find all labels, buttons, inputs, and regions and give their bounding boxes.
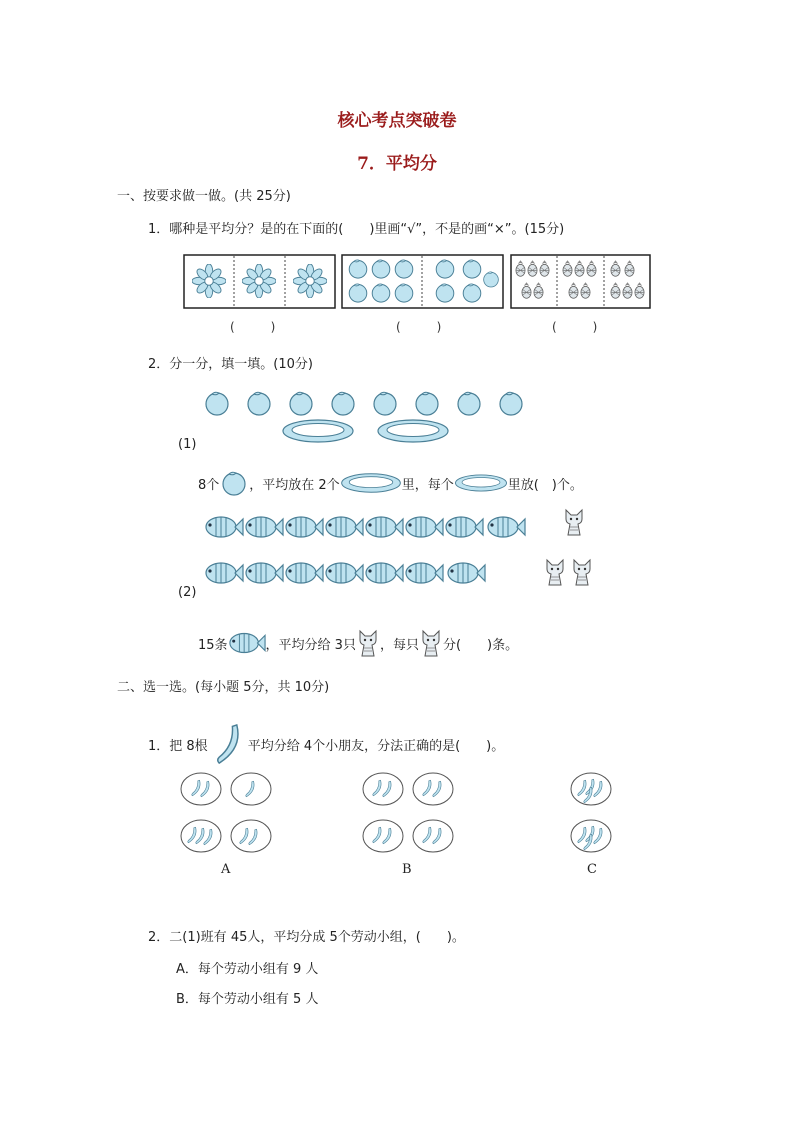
option-a-label[interactable]: A [221, 862, 231, 877]
fish-icon [448, 563, 485, 583]
q1-pineapple-box [510, 254, 651, 309]
plates-row [281, 418, 451, 446]
fish-icon [206, 517, 243, 537]
fish-row-1 [204, 514, 534, 540]
fish-icon [366, 563, 403, 583]
plate-icon [340, 471, 402, 495]
q1-answer-b[interactable]: ( ) [396, 320, 442, 334]
section2-q2-option-b[interactable]: B．每个劳动小组有 5 人 [176, 992, 319, 1007]
plate-icon [283, 420, 353, 442]
orange-icon [219, 470, 249, 496]
cat-icon [419, 628, 443, 658]
fish-icon [228, 630, 266, 656]
fish-icon [406, 517, 443, 537]
fish-icon [286, 517, 323, 537]
fish-icon [286, 563, 323, 583]
fish-icon [446, 517, 483, 537]
section2-q2-text: 2．二(1)班有 45人，平均分成 5个劳动小组，( )。 [148, 930, 465, 945]
q2p2-seg2: ，平均分给 3只 [265, 637, 356, 653]
option-b-plates [362, 772, 454, 854]
q2-part2-label: (2) [178, 585, 197, 600]
section2-q2-option-a[interactable]: A．每个劳动小组有 9 人 [176, 962, 319, 977]
orange-icon [206, 392, 228, 415]
q2p1-seg1: 8个 [198, 477, 220, 493]
orange-icon [290, 392, 312, 415]
page-title: 核心考点突破卷 [337, 111, 457, 131]
fish-icon [206, 563, 243, 583]
option-c-plates [570, 772, 614, 854]
s2q1-seg2[interactable]: 平均分给 4个小朋友，分法正确的是( )。 [247, 738, 505, 754]
page-subtitle: 7．平均分 [357, 154, 437, 174]
option-a-plates [180, 772, 272, 854]
fish-icon [406, 563, 443, 583]
fish-icon [246, 517, 283, 537]
q2p1-seg4[interactable]: 里放( )个。 [507, 477, 583, 493]
plate-icon [454, 472, 508, 494]
q1-answer-c[interactable]: ( ) [552, 320, 598, 334]
cat-icon [543, 557, 567, 587]
q2p2-seg4[interactable]: 分( )条。 [442, 637, 519, 653]
oranges-row [202, 390, 532, 416]
orange-icon [332, 392, 354, 415]
fish-icon [366, 517, 403, 537]
section1-q2-text: 2．分一分，填一填。(10分) [148, 357, 313, 372]
q2-part1-sentence [198, 470, 583, 496]
option-b-label[interactable]: B [402, 862, 412, 877]
q1-orange-box [341, 254, 504, 309]
q2p1-seg2: ，平均放在 2个 [249, 477, 340, 493]
orange-icon [248, 392, 270, 415]
fish-icon [326, 563, 363, 583]
q2-part1-label: (1) [178, 437, 197, 452]
q1-answer-a[interactable]: ( ) [230, 320, 276, 334]
q2p2-seg1: 15条 [198, 637, 228, 653]
fish-icon [488, 517, 525, 537]
flower-icon [293, 264, 327, 298]
option-c-label[interactable]: C [587, 862, 597, 877]
orange-icon [416, 392, 438, 415]
flower-icon [192, 264, 226, 298]
cat-icon [356, 628, 380, 658]
s2q1-seg1: 1．把 8根 [148, 738, 208, 754]
fish-row-2 [204, 560, 494, 586]
fish-icon [246, 563, 283, 583]
section2-heading: 二、选一选。(每小题 5分，共 10分) [117, 680, 330, 695]
q2p2-seg3: ，每只 [379, 637, 419, 653]
section1-heading: 一、按要求做一做。(共 25分) [117, 189, 291, 204]
orange-icon [500, 392, 522, 415]
section2-q1-sentence [148, 722, 504, 766]
banana-icon [208, 722, 248, 766]
q2p1-seg3: 里，每个 [401, 477, 454, 493]
plate-icon [378, 420, 448, 442]
cat-icon [562, 507, 586, 537]
q1-flower-box [183, 254, 336, 309]
flower-icon [242, 264, 276, 298]
cat-icon [570, 557, 594, 587]
section1-q1-text: 1．哪种是平均分？是的在下面的( )里画“√”，不是的画“×”。(15分) [148, 222, 565, 237]
orange-icon [458, 392, 480, 415]
orange-icon [374, 392, 396, 415]
q2-part2-sentence [198, 628, 518, 658]
fish-icon [326, 517, 363, 537]
